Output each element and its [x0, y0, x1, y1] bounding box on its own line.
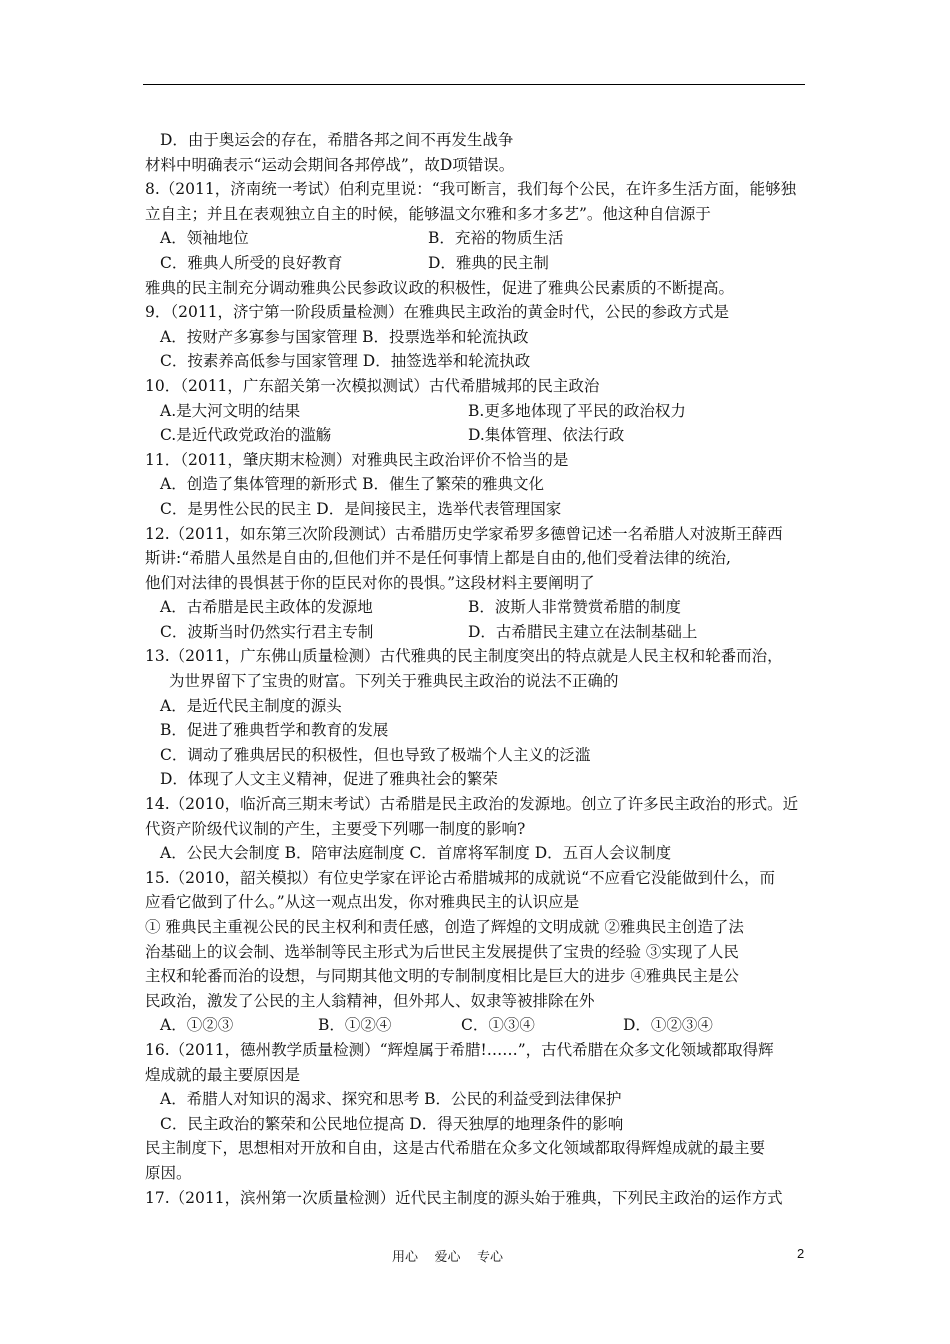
option-row: A．按财产多寡参与国家管理 B．投票选举和轮流执政 — [160, 327, 529, 346]
option: C.是近代政党政治的滥觞 — [160, 426, 332, 445]
option: A．领袖地位 — [160, 229, 249, 248]
statement-line: 主权和轮番而治的设想，与同期其他文明的专制制度相比是巨大的进步 ④雅典民主是公 — [145, 967, 739, 986]
option-row: A．公民大会制度 B．陪审法庭制度 C．首席将军制度 D．五百人会议制度 — [160, 844, 672, 863]
option-row — [145, 251, 813, 276]
option: C．①③④ — [461, 1016, 535, 1035]
question-line: 9．（2011，济宁第一阶段质量检测）在雅典民主政治的黄金时代，公民的参政方式是 — [145, 303, 730, 322]
option-row: B．促进了雅典哲学和教育的发展 — [160, 721, 389, 740]
option: A．古希腊是民主政体的发源地 — [160, 598, 373, 617]
option: C．雅典人所受的良好教育 — [160, 253, 343, 272]
explanation-line: 民主制度下，思想相对开放和自由，这是古代希腊在众多文化领域都取得辉煌成就的最主要 — [145, 1139, 766, 1158]
question-line: 15.（2010，韶关模拟）有位史学家在评论古希腊城邦的成就说“不应看它没能做到什么，而 — [145, 868, 776, 887]
option-row — [145, 399, 813, 424]
option-row — [145, 226, 813, 251]
option: D.集体管理、依法行政 — [468, 426, 625, 445]
option: B．①②④ — [318, 1016, 392, 1035]
option-row — [145, 423, 813, 448]
question-line: 16.（2011，德州教学质量检测）“辉煌属于希腊!……”，古代希腊在众多文化领域都取得辉 — [145, 1040, 774, 1059]
option: B.更多地体现了平民的政治权力 — [468, 401, 686, 420]
question-line: 他们对法律的畏惧甚于你的臣民对你的畏惧。”这段材料主要阐明了 — [145, 573, 595, 592]
option-row: A．创造了集体管理的新形式 B．催生了繁荣的雅典文化 — [160, 475, 545, 494]
question-line: 为世界留下了宝贵的财富。下列关于雅典民主政治的说法不正确的 — [169, 672, 619, 691]
option-row: A．是近代民主制度的源头 — [160, 696, 342, 715]
question-line: 8.（2011，济南统一考试）伯利克里说：“我可断言，我们每个公民，在许多生活方面，能够独 — [145, 180, 797, 199]
explanation-line: 原因。 — [145, 1163, 192, 1182]
option: D．古希腊民主建立在法制基础上 — [468, 622, 698, 641]
option: A．①②③ — [160, 1016, 234, 1035]
question-line: 代资产阶级代议制的产生，主要受下列哪一制度的影响? — [145, 819, 526, 838]
question-line: 14.（2010，临沂高三期末考试）古希腊是民主政治的发源地。创立了许多民主政治的形式。近 — [145, 795, 799, 814]
question-line: 应看它做到了什么。”从这一观点出发，你对雅典民主的认识应是 — [145, 893, 580, 912]
statement-line: 民政治，激发了公民的主人翁精神，但外邦人、奴隶等被排除在外 — [145, 991, 595, 1010]
footer-motto: 用心 爱心 专心 — [392, 1250, 504, 1265]
option: B．充裕的物质生活 — [428, 229, 564, 248]
statement-line: 治基础上的议会制、选举制等民主形式为后世民主发展提供了宝贵的经验 ③实现了人民 — [145, 942, 739, 961]
statement-line: ① 雅典民主重视公民的民主权利和责任感，创造了辉煌的文明成就 ②雅典民主创造了法 — [145, 918, 744, 936]
question-line: 11．（2011，肇庆期末检测）对雅典民主政治评价不恰当的是 — [145, 450, 569, 469]
option-row: C．按素养高低参与国家管理 D．抽签选举和轮流执政 — [160, 352, 531, 371]
option: D．①②③④ — [623, 1016, 713, 1035]
question-line: 斯讲:“希腊人虽然是自由的,但他们并不是任何事情上都是自由的,他们受着法律的统治, — [145, 549, 731, 568]
text-line: D．由于奥运会的存在，希腊各邦之间不再发生战争 — [160, 131, 514, 149]
option-row: C．调动了雅典居民的积极性，但也导致了极端个人主义的泛滥 — [160, 745, 591, 764]
option-row: C．是男性公民的民主 D．是间接民主，选举代表管理国家 — [160, 499, 562, 518]
question-line: 10．（2011，广东韶关第一次模拟测试）古代希腊城邦的民主政治 — [145, 376, 600, 395]
option: B．波斯人非常赞赏希腊的制度 — [468, 598, 681, 617]
option: A.是大河文明的结果 — [160, 401, 301, 420]
question-line: 13.（2011，广东佛山质量检测）古代雅典的民主制度突出的特点就是人民主权和轮番而治， — [145, 647, 783, 666]
option-row — [145, 1013, 813, 1038]
text-line: 材料中明确表示“运动会期间各邦停战”，故D项错误。 — [145, 155, 515, 174]
option-row: D．体现了人文主义精神，促进了雅典社会的繁荣 — [160, 770, 498, 789]
option-row — [145, 620, 813, 645]
page-number: 2 — [797, 1246, 805, 1261]
header-rule — [143, 84, 805, 85]
option-row — [145, 595, 813, 620]
option-row: A．希腊人对知识的渴求、探究和思考 B．公民的利益受到法律保护 — [160, 1090, 622, 1109]
question-line: 立自主；并且在表观独立自主的时候，能够温文尔雅和多才多艺”。他这种自信源于 — [145, 204, 711, 223]
document-body — [145, 128, 813, 1210]
explanation-line: 雅典的民主制充分调动雅典公民参政议政的积极性，促进了雅典公民素质的不断提高。 — [145, 278, 735, 297]
question-line: 煌成就的最主要原因是 — [145, 1065, 301, 1084]
option: D．雅典的民主制 — [428, 253, 549, 272]
question-line: 17.（2011，滨州第一次质量检测）近代民主制度的源头始于雅典，下列民主政治的运作方式 — [145, 1188, 783, 1207]
option: C．波斯当时仍然实行君主专制 — [160, 622, 374, 641]
option-row: C．民主政治的繁荣和公民地位提高 D．得天独厚的地理条件的影响 — [160, 1114, 624, 1133]
question-line: 12.（2011，如东第三次阶段测试）古希腊历史学家希罗多德曾记述一名希腊人对波斯王薛西 — [145, 524, 783, 543]
